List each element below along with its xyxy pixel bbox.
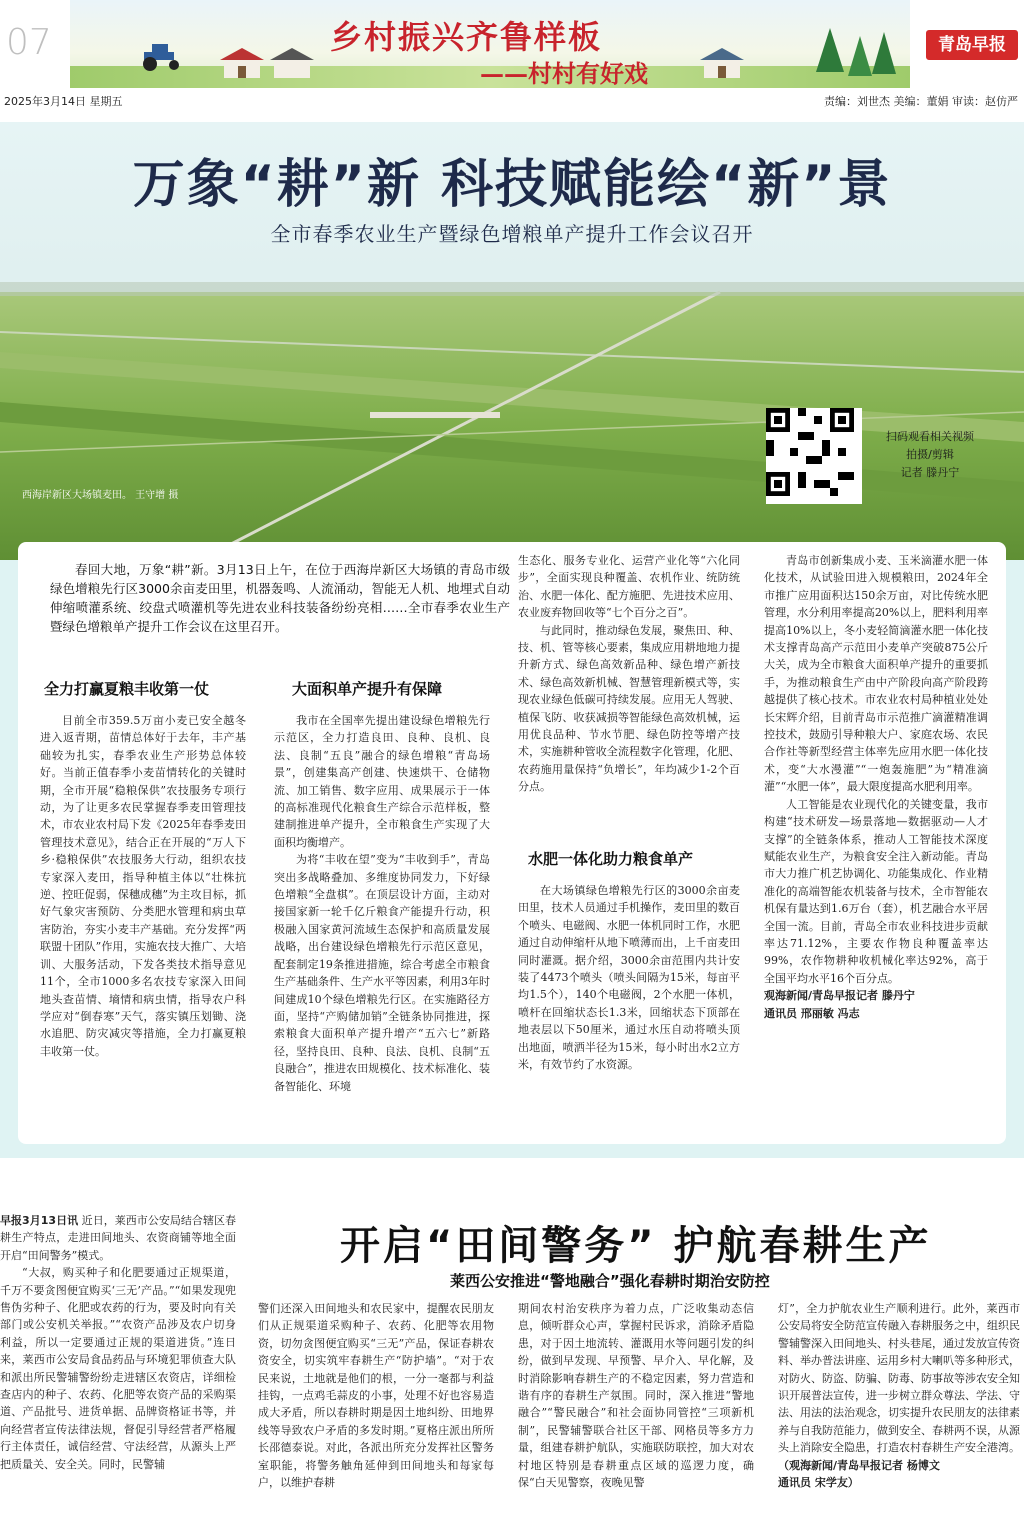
house-icon: [700, 48, 744, 78]
section-heading: 大面积单产提升有保障: [292, 680, 443, 698]
editors-credit: 责编：刘世杰 美编：董娟 审读：赵仿严: [824, 95, 1018, 108]
story-subheadline: 莱西公安推进“警地融合”强化春耕时期治安防控: [450, 1272, 770, 1290]
dateline-label: 早报3月13日讯: [0, 1214, 79, 1227]
house-icon: [270, 48, 314, 78]
house-icon: [220, 48, 264, 78]
banner: [70, 0, 910, 88]
page-number: 07: [6, 22, 52, 63]
dateline: 2025年3月14日 星期五: [4, 95, 123, 108]
section-heading: 全力打赢夏粮丰收第一仗: [44, 680, 210, 698]
byline: 通讯员 邢丽敏 冯志: [764, 1006, 860, 1020]
page-subheadline: 全市春季农业生产暨绿色增粮单产提升工作会议召开: [270, 222, 754, 246]
story-column-2: [258, 1300, 494, 1491]
qr-caption-line: 记者 滕丹宁: [900, 466, 960, 479]
top-story: [0, 122, 1024, 1158]
qr-caption-line: 拍摄/剪辑: [906, 448, 954, 461]
article-paragraph: 目前全市359.5万亩小麦已安全越冬进入返青期，苗情总体好于去年，丰产基础较为扎实，春季农业生产形势总体较好。当前正值春季小麦苗情转化的关键时期，全市开展“稳粮保供”农技服务专项行动，为了让更多农民掌握春季麦田管理技术，市农业农村局下发《2025年春季麦田管理技术意见》，结合正在开展的“万人下乡·稳粮保供”农技服务大行动，组织农技专家深入麦田，指导种植主体以“壮株抗逆、控旺促弱，保穗成穗”为主攻目标，抓好气象灾害预防、分类肥水管理和病虫草害防治，夯实小麦丰产基础。充分发挥“两联盟十团队”作用，实施农技大推广、大培训、大服务活动，下发各类技术指导意见11个，全市1000多名农技专家深入田间地头查苗情、墒情和病虫情，指导农户科学应对“倒春寒”天气，落实镇压划锄、浇水追肥、防灾减灾等措施，全力打赢夏粮丰收第一仗。: [40, 714, 246, 1058]
banner-subtitle: ——村村有好戏: [480, 59, 648, 88]
article-paragraph: 生态化、服务专业化、运营产业化等“六化同步”，全面实现良种覆盖、农机作业、统防统治、水肥一体化、配方施肥、先进技术应用、农业废弃物回收等“七个百分之百”。: [518, 554, 740, 620]
qr-caption: [870, 428, 990, 482]
article-card: [18, 542, 1006, 1144]
byline: 通讯员 宋学友）: [778, 1476, 859, 1490]
second-story: [0, 1200, 1024, 1531]
banner-title: 乡村振兴齐鲁样板: [330, 18, 603, 56]
page-headline: 万象“耕”新 科技赋能绘“新”景: [132, 155, 892, 215]
story-column-3: [518, 1300, 754, 1491]
tractor-icon: [140, 38, 186, 72]
article-column-3: [518, 552, 740, 796]
article-paragraph: 近日，莱西市公安局结合辖区春耕生产特点，走进田间地头、农资商铺等地全面开启“田间警务”模式。: [0, 1214, 236, 1262]
byline: 观海新闻/青岛早报记者 滕丹宁: [764, 989, 915, 1003]
hero-photo: [0, 122, 1024, 560]
article-paragraph: “大叔，购买种子和化肥要通过正规渠道，千万不要贪图便宜购买‘三无’产品。”“如果发现兜售伪劣种子、化肥或农药的行为，要及时向有关部门或公安机关举报。”“农资产品涉及农户切身利益，所以一定要通过正规的渠道进货。”连日来，莱西市公安局食品药品与环境犯罪侦查大队和派出所民警辅警纷纷走进辖区农资店，详细检查店内的种子、农药、化肥等农资产品的采购渠道、产品批号、进货单据、品牌资格证书等，并向经营者宣传法律法规，督促引导经营者严格履行主体责任，诚信经营、守法经营，从源头上严把质量关、安全关。同时，民警辅: [0, 1266, 236, 1471]
story-column-1: [0, 1212, 236, 1473]
qr-caption-line: 扫码观看相关视频: [886, 430, 974, 443]
article-column-3b: [518, 882, 740, 1073]
article-paragraph: 期间农村治安秩序为着力点，广泛收集动态信息，倾听群众心声，掌握村民诉求，消除矛盾隐患，对于因土地流转、灌溉用水等问题引发的纠纷，做到早发现、早预警、早介入、早化解，及时消除影响春耕生产的不稳定因素，努力营造和谐有序的春耕生产氛围。同时，深入推进“警地融合”“警民融合”和社会面协同管控“三项新机制”，民警辅警联合社区干部、网格员等多方力量，组建春耕护航队，实施联防联控，加大对农村地区特别是春耕重点区域的巡逻力度，确保“白天见警察，夜晚见警: [518, 1302, 754, 1490]
article-paragraph: 我市在全国率先提出建设绿色增粮先行示范区，全力打造良田、良种、良机、良法、良制“五良”融合的绿色增粮“青岛场景”，创建集高产创建、快速烘干、仓储物流、加工销售、数字应用、成果展示于一体的高标准现代化粮食生产综合示范样板，整建制推进单产提升，全市粮食生产实现了大面积均衡增产。: [274, 714, 490, 849]
article-lead: 春回大地，万象“耕”新。3月13日上午，在位于西海岸新区大场镇的青岛市级绿色增粮先行区3000余亩麦田里，机器轰鸣、人流涌动，智能无人机、地埋式自动伸缩喷灌系统、绞盘式喷灌机等先进农业科技装备纷纷亮相……全市春季农业生产暨绿色增粮单产提升工作会议在这里召开。: [50, 562, 510, 634]
article-column-4: [764, 552, 988, 1022]
article-paragraph: 在大场镇绿色增粮先行区的3000余亩麦田里，技术人员通过手机操作，麦田里的数百个喷头、电磁阀、水肥一体机同时工作，水肥通过自动伸缩杆从地下喷薄而出，上千亩麦田同时灌溉。据介绍，3000余亩范围内共计安装了4473个喷头（喷头间隔为15米，每亩平均1.5个），140个电磁阀，2个水肥一体机，喷杆在回缩状态长1.3米，回缩状态下顶部在地表层以下50厘米，通过水压自动将喷头顶出地面，喷洒半径为15米，每小时出水2立方米，有效节约了水资源。: [518, 884, 740, 1072]
newspaper-logo: 青岛早报: [926, 30, 1018, 60]
section-heading: 水肥一体化助力粮食单产: [528, 850, 694, 868]
photo-caption: 西海岸新区大场镇麦田。 王守增 摄: [22, 490, 179, 501]
story-column-4: [778, 1300, 1020, 1491]
article-paragraph: 警们还深入田间地头和农民家中，提醒农民朋友们从正规渠道采购种子、农药、化肥等农用物资，切勿贪图便宜购买“三无”产品，保证春耕农资安全，切实筑牢春耕生产“防护墙”。“对于农民来说，土地就是他们的根，一分一毫都与利益挂钩，一点鸡毛蒜皮的小事，处理不好也容易造成大矛盾，所以春耕时期是因土地纠纷、田地界线等导致农户矛盾的多发时期。”夏格庄派出所所长邵德泰说。对此，各派出所充分发挥社区警务室职能，将警务触角延伸到田间地头和每家每户，以维护春耕: [258, 1302, 494, 1490]
story-headline: 开启“田间警务” 护航春耕生产: [340, 1223, 932, 1269]
qr-code[interactable]: [766, 408, 862, 504]
article-paragraph: 人工智能是农业现代化的关键变量，我市构建“技术研发—场景落地—数据驱动—人才支撑”的全链条体系，推动人工智能技术深度赋能农业生产，为粮食安全注入新动能。青岛市大力推广机艺协调化、功能集成化、作业精准化的高端智能农机装备与技术，全市智能农机保有量达到1.6万台（套），机艺融合水平居全国一流。目前，青岛全市农业科技进步贡献率达71.12%，主要农作物良种覆盖率达99%，农作物耕种收机械化率达92%，高于全国平均水平16个百分点。: [764, 797, 988, 985]
qr-code-icon: [766, 408, 854, 496]
trees-icon: [810, 28, 900, 84]
article-paragraph: 灯”，全力护航农业生产顺利进行。此外，莱西市公安局将安全防范宣传融入春耕服务之中，组织民警辅警深入田间地头、村头巷尾，通过发放宣传资料、举办普法讲座、运用乡村大喇叭等多种形式，对防火、防盗、防骗、防毒、防事故等涉农安全知识开展普法宣传，进一步树立群众尊法、学法、守法、用法的法治观念，切实提升农民朋友的法律素养与自我防范能力，做到安全、春耕两不误，从源头上消除安全隐患，打造农村春耕生产安全港湾。: [778, 1302, 1020, 1455]
masthead: [0, 0, 1024, 92]
article-paragraph: 青岛市创新集成小麦、玉米滴灌水肥一体化技术，从试验田进入规模粮田，2024年全市推广应用面积达150余万亩，对比传统水肥管理，水分利用率提高20%以上，肥料利用率提高10%以上，冬小麦轻简滴灌水肥一体化技术支撑青岛高产示范田小麦单产突破875公斤大关，成为全市粮食大面积单产提升的重要抓手，为推动粮食生产由中产阶段向高产阶段跨越提供了核心技术。市农业农村局种植业处处长宋辉介绍，目前青岛市示范推广滴灌精准调控技术，鼓励引导种粮大户、家庭农场、农民合作社等新型经营主体率先应用水肥一体化技术，变“大水漫灌”“一炮轰施肥”为“精准滴灌”“水肥一体”，最大限度提高水肥利用率。: [764, 554, 988, 794]
article-paragraph: 与此同时，推动绿色发展，聚焦田、种、技、机、管等核心要素，集成应用耕地地力提升新方式、绿色高效新品种、绿色增产新技术、绿色高效新机械、智慧管理新模式等，实现农业绿色低碳可持续发展。应用无人驾驶、植保飞防、收获减损等智能绿色高效机械，运用优良品种、节水节肥、绿色防控等增产技术，实施耕种管收全流程数字化管理，化肥、农药施用量保持“负增长”，年均减少1-2个百分点。: [518, 623, 740, 794]
byline: （观海新闻/青岛早报记者 杨博文: [778, 1458, 940, 1472]
article-paragraph: 为将“丰收在望”变为“丰收到手”，青岛突出多战略叠加、多维度协同发力，下好绿色增粮“全盘棋”。在顶层设计方面，主动对接国家新一轮千亿斤粮食产能提升行动，积极融入国家黄河流域生态保护和高质量发展战略，出台建设绿色增粮先行示范区意见，配套制定19条推进措施，综合考虑全市粮食生产基础条件、生产水平等因素，利用3年时间建成10个绿色增粮先行区。在实施路径方面，坚持“产购储加销”全链条协同推进，探索粮食大面积单产提升增产“五六七”新路径，坚持良田、良种、良法、良机、良制“五良融合”，推进农田规模化、技术标准化、装备智能化、环境: [274, 853, 490, 1093]
article-column-1: [40, 712, 246, 1060]
article-column-2: [274, 712, 490, 1095]
